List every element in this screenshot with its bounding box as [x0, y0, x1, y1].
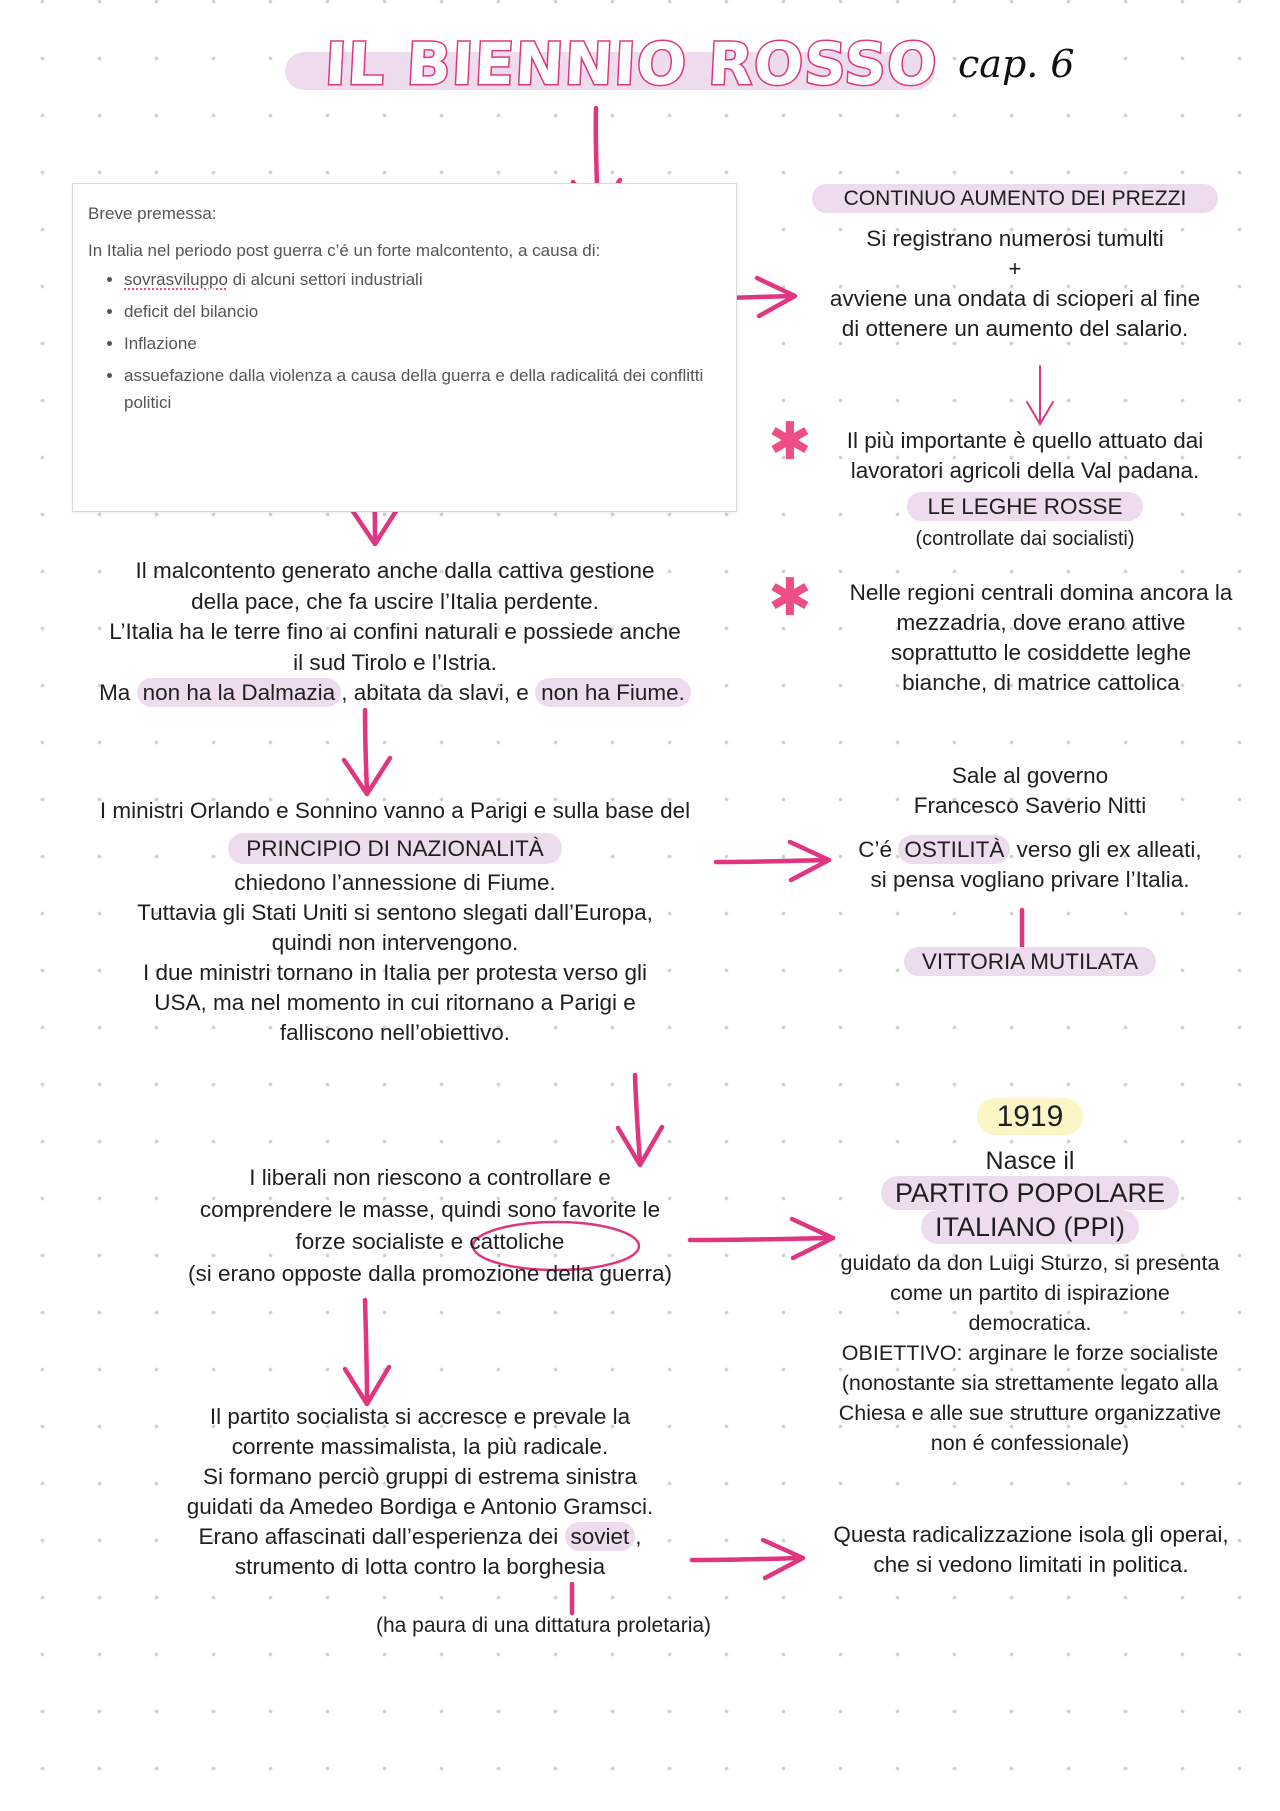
- list-item: [124, 266, 724, 293]
- malcontento-block: [55, 556, 735, 709]
- ministri-line: quindi non intervengono.: [271, 930, 519, 955]
- arrow-socialisti-right: [692, 1540, 803, 1578]
- text-span: , abitata da slavi, e: [341, 680, 536, 705]
- mezzadria-line: soprattutto le cosiddette leghe: [890, 640, 1192, 665]
- liberali-line: I liberali non riescono a controllare e: [249, 1165, 611, 1190]
- mezzadria-line: Nelle regioni centrali domina ancora la: [849, 580, 1233, 605]
- year-badge: 1919: [977, 1098, 1084, 1135]
- premessa-list: [88, 266, 724, 421]
- ostilita-highlight: OSTILITÀ: [898, 835, 1010, 864]
- malcontento-line: [55, 678, 735, 709]
- nitti-line: Francesco Saverio Nitti: [913, 793, 1147, 818]
- ministri-line: I ministri Orlando e Sonnino vanno a Parigi e sulla base del: [99, 798, 691, 823]
- text-span: Erano affascinati dall’esperienza dei: [198, 1524, 565, 1549]
- prezzi-plus: +: [1008, 256, 1022, 281]
- leghe-block: [810, 426, 1240, 554]
- leghe-line: Il più importante è quello attuato dai: [846, 428, 1204, 453]
- text-span: ,: [635, 1524, 642, 1549]
- premessa-intro: In Italia nel periodo post guerra c’é un forte malcontento, a causa di:: [88, 241, 601, 260]
- star-icon: ✱: [768, 413, 812, 471]
- leghe-label: LE LEGHE ROSSE: [907, 492, 1142, 521]
- prezzi-line: avviene una ondata di scioperi al fine: [829, 286, 1201, 311]
- socialisti-line: strumento di lotta contro la borghesia: [234, 1554, 606, 1579]
- star-icon: ✱: [768, 569, 812, 627]
- ministri-line: USA, ma nel momento in cui ritornano a Parigi e: [154, 990, 636, 1015]
- liberali-line: [150, 1226, 710, 1258]
- socialisti-line: corrente massimalista, la più radicale.: [231, 1434, 609, 1459]
- malcontento-line: il sud Tirolo e l’Istria.: [293, 649, 497, 675]
- ppi-line: Chiesa e alle sue strutture organizzative: [838, 1401, 1222, 1425]
- ministri-line: Tuttavia gli Stati Uniti si sentono slegati dall’Europa,: [137, 900, 653, 925]
- ministri-line: chiedono l’annessione di Fiume.: [234, 870, 556, 895]
- list-item: • Inflazione: [124, 330, 724, 357]
- soviet-highlight: soviet: [565, 1522, 636, 1551]
- socialisti-block: [140, 1402, 700, 1582]
- cattoliche-circled: cattoliche: [469, 1229, 565, 1254]
- prezzi-block: [790, 183, 1240, 344]
- prezzi-heading: CONTINUO AUMENTO DEI PREZZI: [812, 184, 1219, 213]
- arrow-malcontento-down: [344, 710, 390, 794]
- ppi-line: guidato da don Luigi Sturzo, si presenta: [840, 1251, 1220, 1275]
- malcontento-line: L’Italia ha le terre fino ai confini naturali e possiede anche: [109, 619, 681, 644]
- ppi-line: (nonostante sia strettamente legato alla: [841, 1371, 1219, 1395]
- list-item-text: di alcuni settori industriali: [227, 270, 423, 289]
- radicalizzazione-line: Questa radicalizzazione isola gli operai,: [833, 1522, 1229, 1547]
- leghe-line: lavoratori agricoli della Val padana.: [850, 458, 1200, 483]
- nitti-line: Sale al governo: [951, 763, 1109, 788]
- dalmazia-highlight: non ha la Dalmazia: [137, 678, 342, 707]
- arrow-prezzi-down: [1027, 366, 1053, 424]
- liberali-line: (si erano opposte dalla promozione della guerra): [187, 1261, 673, 1286]
- socialisti-line: [140, 1522, 700, 1552]
- ppi-line: democratica.: [968, 1311, 1092, 1335]
- arrow-liberali-down: [345, 1300, 389, 1404]
- socialisti-line: Si formano perciò gruppi di estrema sinistra: [203, 1464, 637, 1489]
- ppi-line: OBIETTIVO: arginare le forze socialiste: [841, 1341, 1219, 1365]
- ppi-line: non é confessionale): [930, 1431, 1130, 1455]
- nitti-line: [820, 835, 1240, 865]
- text-span: verso gli ex alleati,: [1010, 837, 1202, 862]
- radicalizzazione-block: [806, 1520, 1256, 1580]
- list-item: • assuefazione dalla violenza a causa della guerra e della radicalitá dei conflitti politici: [124, 362, 724, 416]
- text-span: C’é: [858, 837, 899, 862]
- liberali-block: [150, 1162, 710, 1290]
- text-span: Ma: [99, 680, 137, 705]
- prezzi-line: di ottenere un aumento del salario.: [841, 316, 1189, 341]
- chapter-label: cap. 6: [958, 42, 1075, 86]
- leghe-note: (controllate dai socialisti): [915, 528, 1135, 550]
- ppi-label: ITALIANO (PPI): [921, 1210, 1139, 1244]
- ppi-line: Nasce il: [985, 1147, 1075, 1175]
- vittoria-mutilata-label: VITTORIA MUTILATA: [904, 947, 1156, 976]
- premessa-lead: Breve premessa:: [88, 204, 217, 223]
- malcontento-line: Il malcontento generato anche dalla cattiva gestione: [135, 558, 655, 583]
- socialisti-line: guidati da Amedeo Bordiga e Antonio Gramsci.: [186, 1494, 654, 1519]
- list-item: • deficit del bilancio: [124, 298, 724, 325]
- ministri-line: I due ministri tornano in Italia per protesta verso gli: [143, 960, 647, 985]
- misspelled-word: sovrasviluppo: [124, 270, 228, 289]
- fiume-highlight: non ha Fiume.: [535, 678, 691, 707]
- ministri-line: falliscono nell’obiettivo.: [279, 1020, 511, 1045]
- radicalizzazione-line: che si vedono limitati in politica.: [873, 1552, 1189, 1577]
- mezzadria-line: bianche, di matrice cattolica: [902, 670, 1180, 695]
- malcontento-line: della pace, che fa uscire l’Italia perdente.: [191, 588, 599, 614]
- mezzadria-line: mezzadria, dove erano attive: [896, 610, 1186, 635]
- socialisti-line: Il partito socialista si accresce e prevale la: [209, 1404, 631, 1429]
- mezzadria-block: [818, 578, 1264, 698]
- ppi-line: come un partito di ispirazione: [890, 1281, 1170, 1305]
- socialisti-note: (ha paura di una dittatura proletaria): [376, 1614, 712, 1637]
- page-title: IL BIENNIO ROSSO: [323, 30, 940, 98]
- principle-label: PRINCIPIO DI NAZIONALITÀ: [228, 833, 562, 864]
- title-block: [285, 30, 940, 100]
- nitti-block: [820, 761, 1240, 977]
- ppi-block: [820, 1102, 1240, 1458]
- nitti-line: si pensa vogliano privare l’Italia.: [870, 867, 1190, 892]
- text-span: forze socialiste e: [295, 1229, 470, 1254]
- arrow-ministri-down: [618, 1075, 662, 1165]
- arrow-liberali-right: [690, 1219, 833, 1258]
- liberali-line: comprendere le masse, quindi sono favorite le: [199, 1197, 661, 1222]
- ministri-block: [55, 796, 735, 1048]
- premessa-card: [72, 183, 737, 512]
- ppi-label: PARTITO POPOLARE: [881, 1176, 1179, 1210]
- prezzi-line: Si registrano numerosi tumulti: [866, 226, 1164, 251]
